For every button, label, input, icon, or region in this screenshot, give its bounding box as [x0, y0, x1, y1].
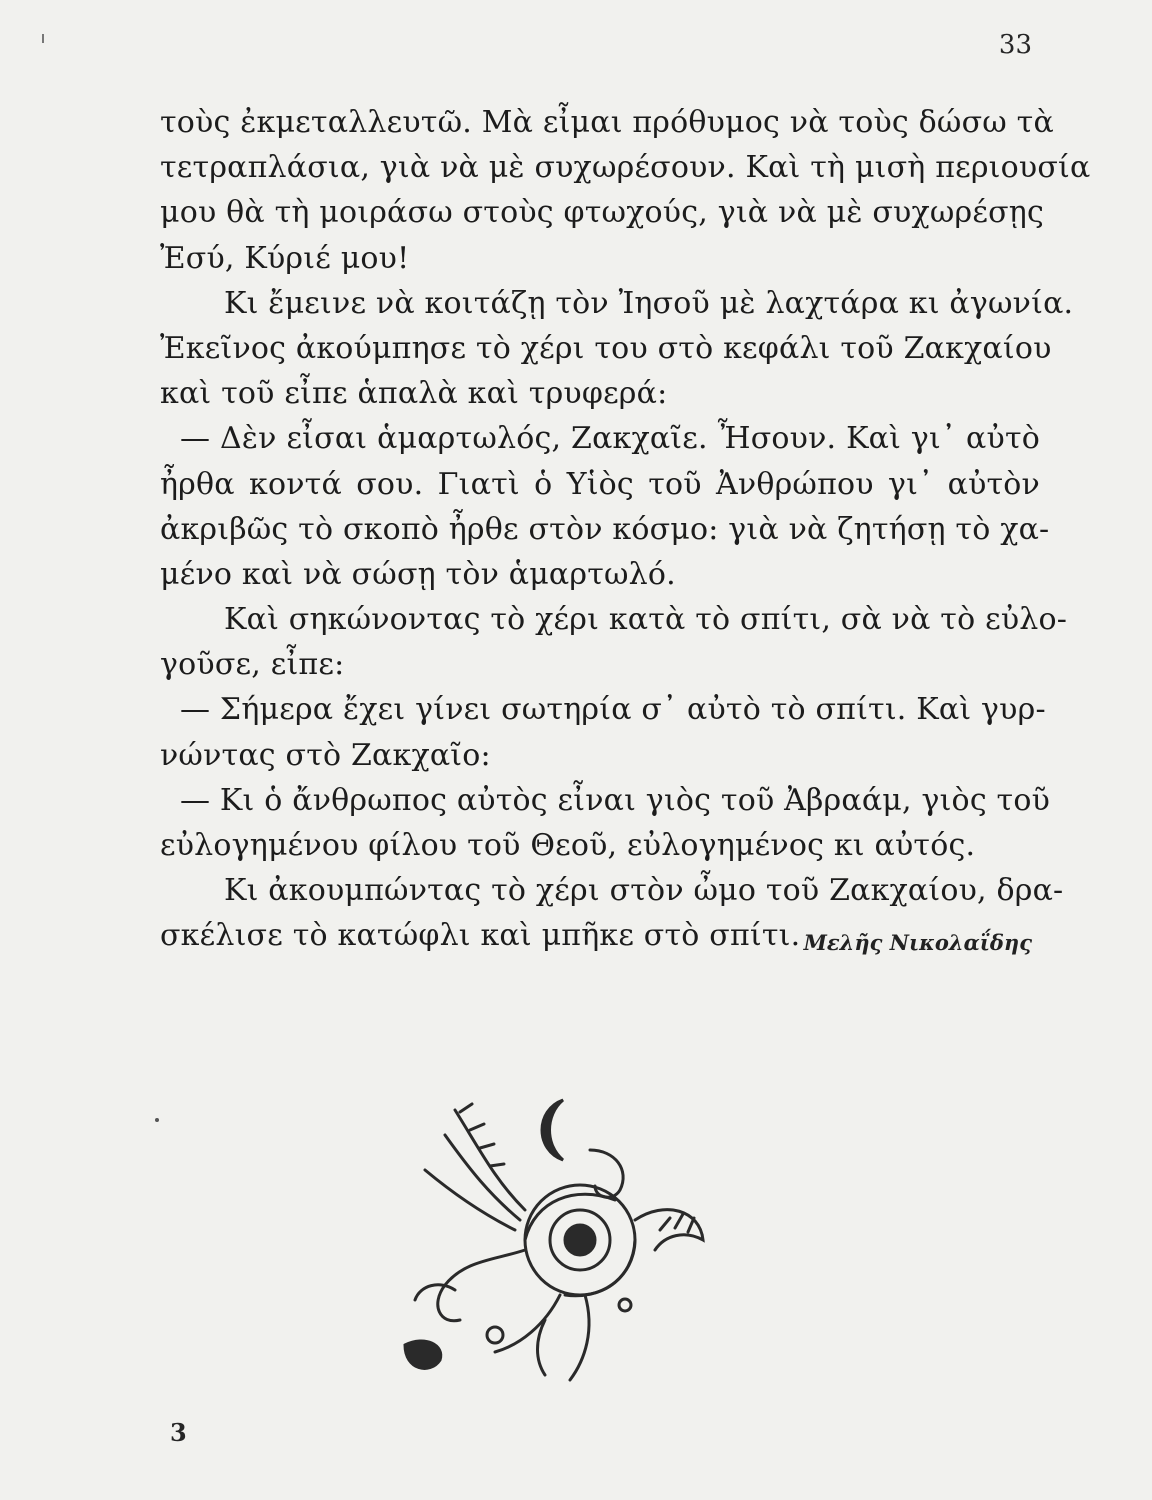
text-line: νώντας στὸ Ζακχαῖο: — [160, 737, 491, 773]
text-line: εὐλογημένου φίλου τοῦ Θεοῦ, εὐλογημένος κι αὐτός. — [160, 828, 976, 863]
text-line: γοῦσε, εἶπε: — [160, 647, 345, 683]
text-line: — Κι ὁ ἄνθρωπος αὐτὸς εἶναι γιὸς τοῦ Ἀβραάμ, γιὸς τοῦ — [180, 782, 1051, 818]
floral-ornament-icon — [385, 1090, 715, 1390]
text-line: ἀκριβῶς τὸ σκοπὸ ἦρθε στὸν κόσμο: γιὰ νὰ ζητήσῃ τὸ χα- — [160, 511, 1050, 547]
text-line: σκέλισε τὸ κατώφλι καὶ μπῆκε στὸ σπίτι. — [160, 918, 801, 954]
body-text — [160, 100, 1091, 959]
printer-signature-mark: 3 — [170, 1418, 187, 1447]
author-signature: Μελῆς Νικολαΐδης — [803, 930, 1032, 955]
text-line: μου θὰ τὴ μοιράσω στοὺς φτωχούς, γιὰ νὰ μὲ συχωρέσῃς — [160, 195, 1044, 231]
text-line: — Δὲν εἶσαι ἁμαρτωλός, Ζακχαῖε. Ἦσουν. Καὶ γι᾽ αὐτὸ — [180, 421, 1040, 457]
page-number: 33 — [998, 30, 1032, 60]
margin-tick-mark — [42, 34, 44, 43]
text-line: Καὶ σηκώνοντας τὸ χέρι κατὰ τὸ σπίτι, σὰ νὰ τὸ εὐλο- — [224, 602, 1068, 638]
text-line: Ἐκεῖνος ἀκούμπησε τὸ χέρι του στὸ κεφάλι τοῦ Ζακχαίου — [160, 330, 1052, 366]
text-line: — Σήμερα ἔχει γίνει σωτηρία σ᾽ αὐτὸ τὸ σπίτι. Καὶ γυρ- — [180, 692, 1046, 728]
stray-dot — [155, 1118, 159, 1122]
text-line: Κι ἔμεινε νὰ κοιτάζῃ τὸν Ἰησοῦ μὲ λαχτάρα κι ἀγωνία. — [224, 285, 1074, 321]
text-line: Κι ἀκουμπώντας τὸ χέρι στὸν ὦμο τοῦ Ζακχαίου, δρα- — [224, 873, 1064, 909]
text-line: Ἐσύ, Κύριέ μου! — [160, 240, 410, 276]
text-line: καὶ τοῦ εἶπε ἁπαλὰ καὶ τρυφερά: — [160, 376, 668, 412]
text-line: τοὺς ἐκμεταλλευτῶ. Μὰ εἶμαι πρόθυμος νὰ τοὺς δώσω τὰ — [160, 105, 1054, 140]
text-line: μένο καὶ νὰ σώσῃ τὸν ἁμαρτωλό. — [160, 556, 676, 592]
text-line: τετραπλάσια, γιὰ νὰ μὲ συχωρέσουν. Καὶ τὴ μισὴ περιουσία — [160, 150, 1091, 186]
text-line: ἦρθα κοντά σου. Γιατὶ ὁ Υἱὸς τοῦ Ἀνθρώπου γι᾽ αὐτὸν — [160, 466, 1040, 502]
